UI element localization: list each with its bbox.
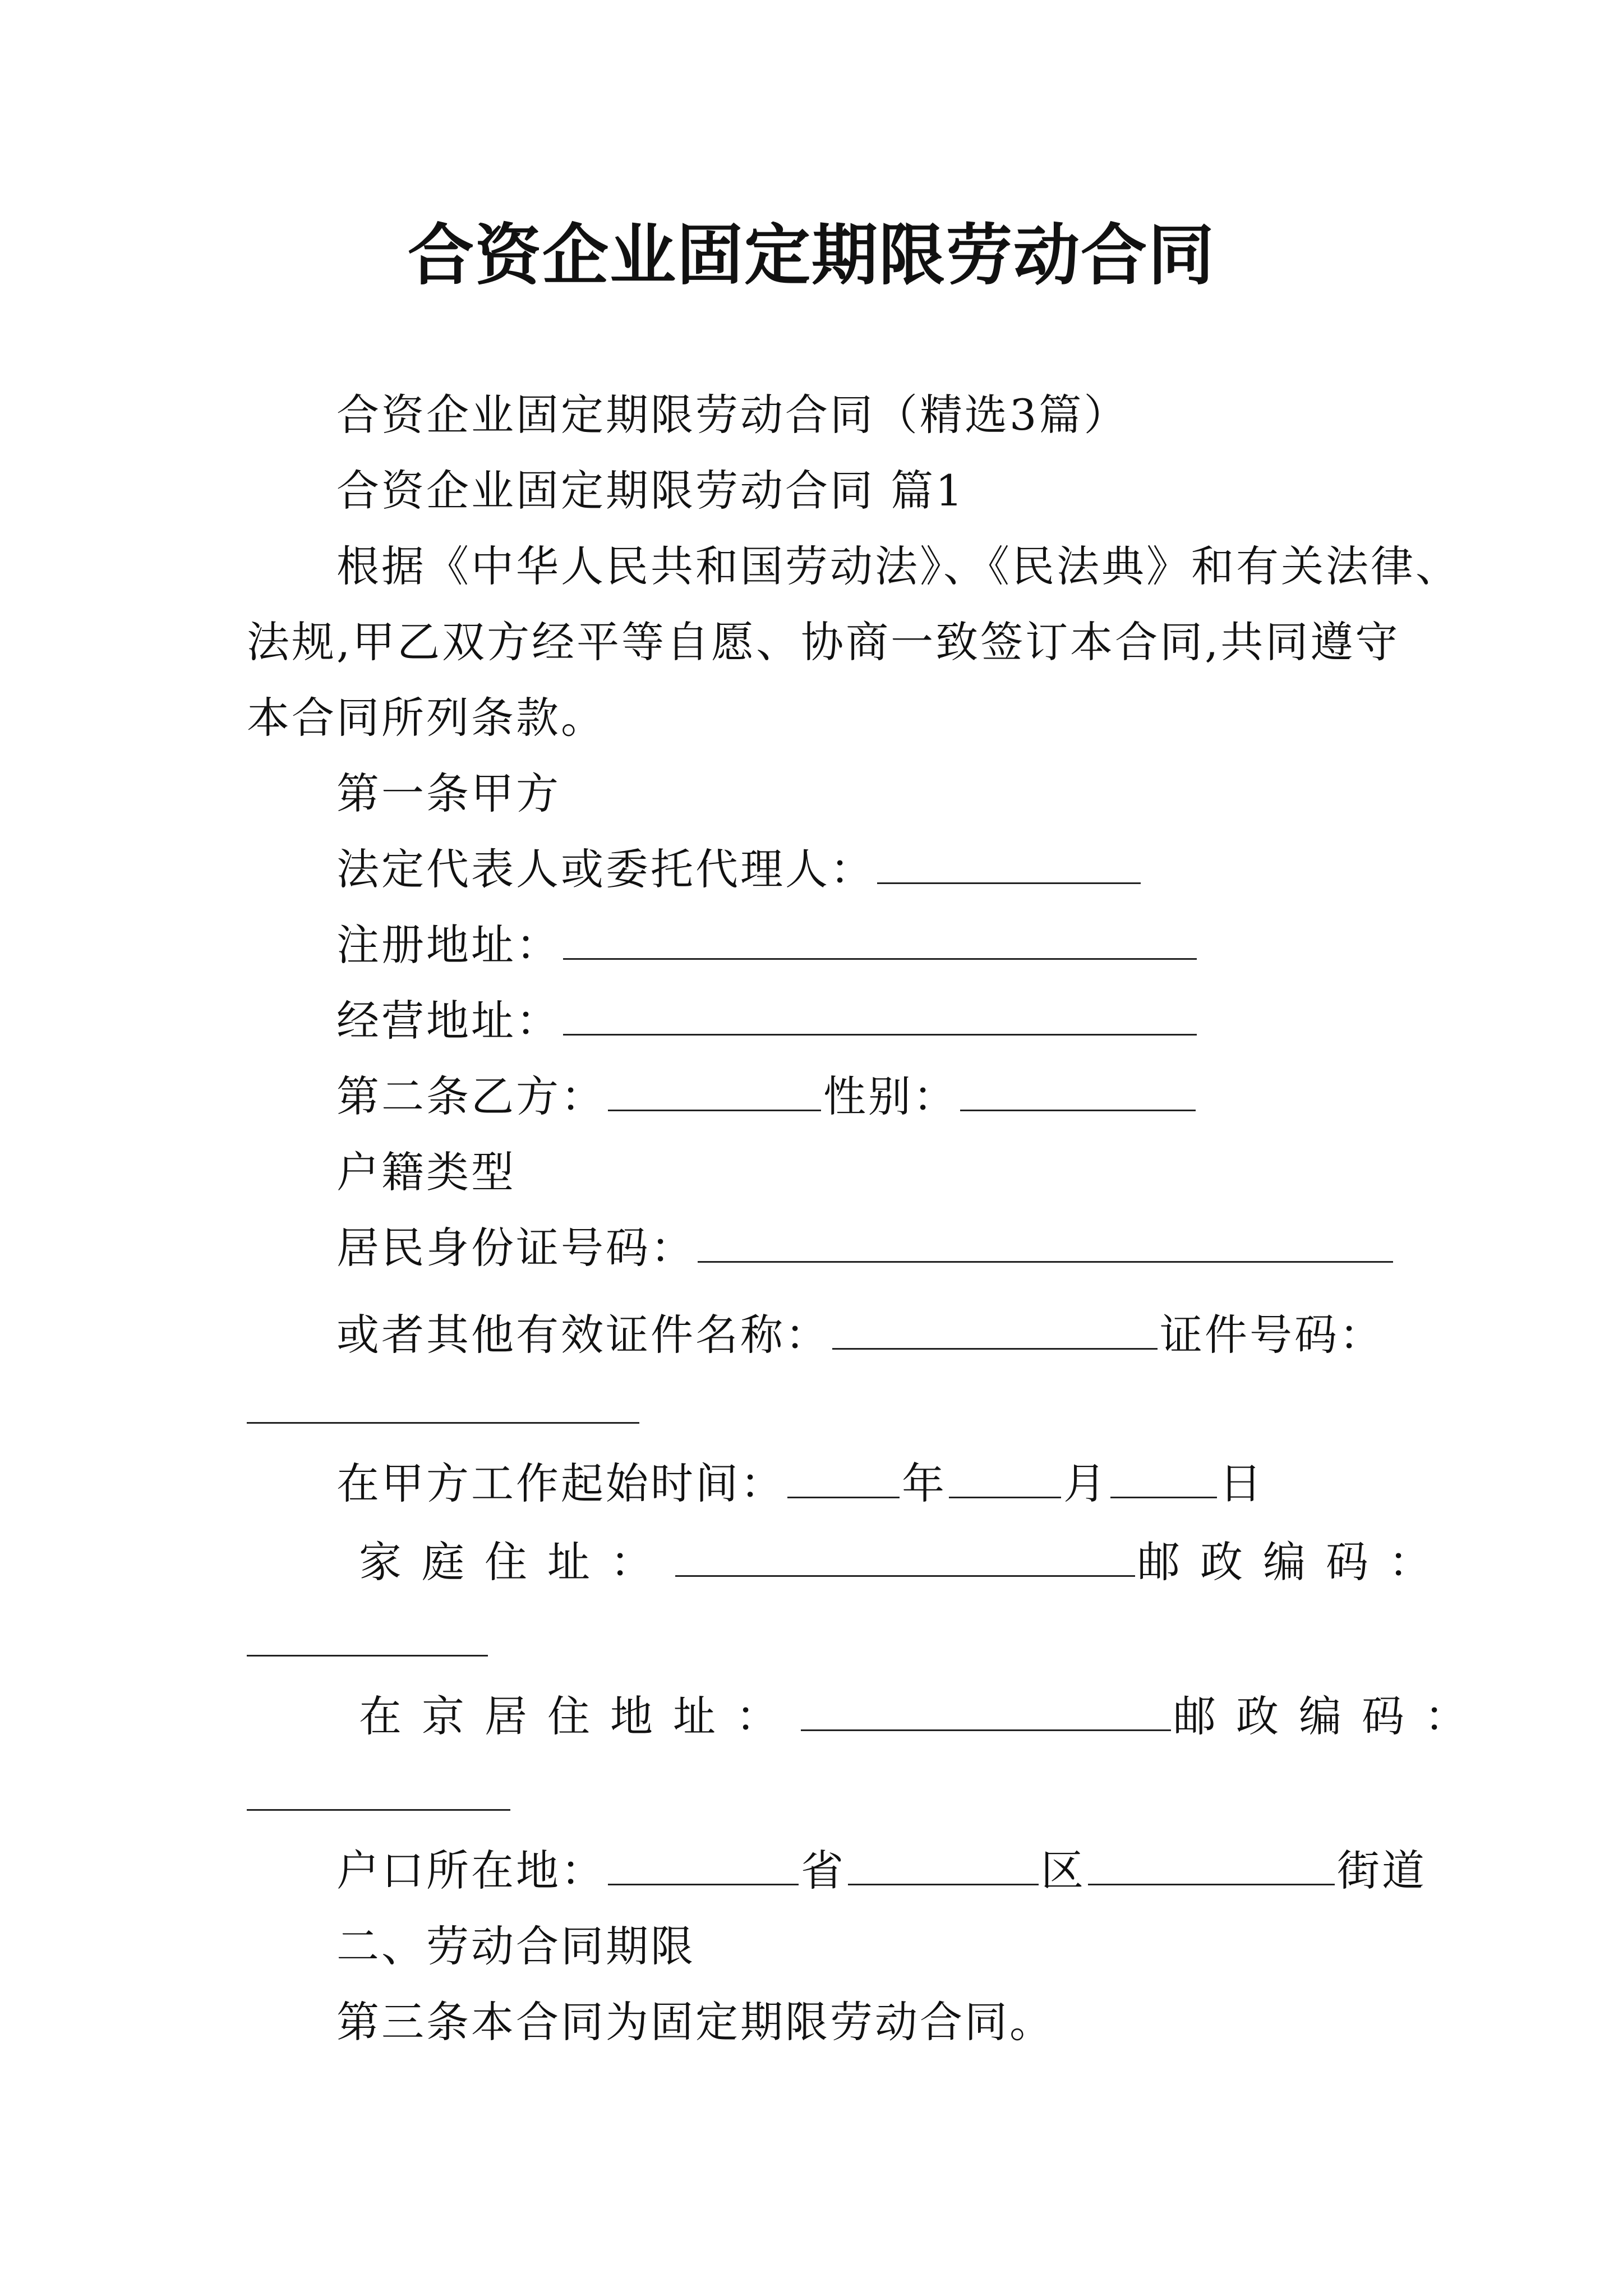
home-postcode-blank[interactable] bbox=[247, 1655, 488, 1657]
section-2-heading: 二、劳动合同期限 bbox=[336, 1921, 695, 1971]
gender-blank[interactable] bbox=[960, 1070, 1196, 1111]
hukou-district-blank[interactable] bbox=[848, 1844, 1039, 1885]
party-b-name-blank[interactable] bbox=[608, 1070, 821, 1111]
year-label: 年 bbox=[902, 1458, 947, 1508]
start-day-blank[interactable] bbox=[1110, 1457, 1217, 1498]
postcode-label-2: 邮政编码： bbox=[1173, 1691, 1487, 1741]
start-year-blank[interactable] bbox=[787, 1457, 900, 1498]
reg-address-row bbox=[336, 917, 1199, 973]
intro-line-3: 本合同所列条款。 bbox=[247, 693, 606, 743]
beijing-address-row bbox=[359, 1688, 1487, 1745]
article-2-label: 第二条乙方： bbox=[336, 1071, 606, 1121]
home-address-row bbox=[359, 1534, 1451, 1590]
district-label: 区 bbox=[1041, 1846, 1086, 1895]
province-label: 省 bbox=[801, 1846, 846, 1895]
gender-label: 性别： bbox=[823, 1071, 958, 1121]
legal-rep-label: 法定代表人或委托代理人： bbox=[336, 844, 875, 894]
biz-address-row bbox=[336, 993, 1199, 1049]
hukou-location-row bbox=[336, 1843, 1427, 1899]
article-3: 第三条本合同为固定期限劳动合同。 bbox=[336, 1997, 1054, 2047]
article-2-row bbox=[336, 1069, 1198, 1125]
beijing-postcode-blank[interactable] bbox=[247, 1809, 510, 1811]
id-number-label: 居民身份证号码： bbox=[336, 1223, 695, 1273]
reg-address-blank[interactable] bbox=[563, 919, 1197, 960]
article-1: 第一条甲方 bbox=[336, 769, 561, 818]
month-label: 月 bbox=[1063, 1458, 1108, 1508]
intro-line-2: 法规,甲乙双方经平等自愿、协商一致签订本合同,共同遵守 bbox=[247, 617, 1400, 667]
street-label: 街道 bbox=[1337, 1846, 1427, 1895]
other-id-blank[interactable] bbox=[832, 1309, 1158, 1350]
document-title: 合资企业固定期限劳动合同 bbox=[407, 216, 1215, 294]
beijing-address-blank[interactable] bbox=[801, 1690, 1171, 1731]
legal-rep-row bbox=[336, 841, 1143, 898]
start-month-blank[interactable] bbox=[949, 1457, 1061, 1498]
hukou-location-label: 户口所在地： bbox=[336, 1846, 606, 1895]
intro-line-1: 根据《中华人民共和国劳动法》、《民法典》和有关法律、 bbox=[336, 541, 1460, 591]
part-heading: 合资企业固定期限劳动合同 篇1 bbox=[336, 466, 965, 516]
start-time-label: 在甲方工作起始时间： bbox=[336, 1458, 785, 1508]
hukou-type: 户籍类型 bbox=[336, 1147, 516, 1197]
legal-rep-blank[interactable] bbox=[877, 843, 1141, 884]
hukou-province-blank[interactable] bbox=[608, 1844, 799, 1885]
postcode-label: 邮政编码： bbox=[1137, 1537, 1451, 1587]
cert-number-label: 证件号码： bbox=[1160, 1310, 1384, 1360]
reg-address-label: 注册地址： bbox=[336, 920, 561, 970]
subtitle: 合资企业固定期限劳动合同（精选3篇） bbox=[336, 390, 1129, 440]
id-number-row bbox=[336, 1220, 1395, 1276]
hukou-street-blank[interactable] bbox=[1088, 1844, 1335, 1885]
biz-address-label: 经营地址： bbox=[336, 996, 561, 1046]
start-time-row bbox=[336, 1456, 1264, 1512]
home-address-label: 家庭住址： bbox=[359, 1537, 673, 1587]
other-id-label: 或者其他有效证件名称： bbox=[336, 1310, 830, 1360]
beijing-address-label: 在京居住地址： bbox=[359, 1691, 799, 1741]
other-id-row bbox=[336, 1307, 1384, 1363]
day-label: 日 bbox=[1219, 1458, 1264, 1508]
home-address-blank[interactable] bbox=[675, 1536, 1135, 1577]
cert-number-blank[interactable] bbox=[247, 1422, 639, 1424]
biz-address-blank[interactable] bbox=[563, 995, 1197, 1036]
id-number-blank[interactable] bbox=[698, 1222, 1393, 1263]
